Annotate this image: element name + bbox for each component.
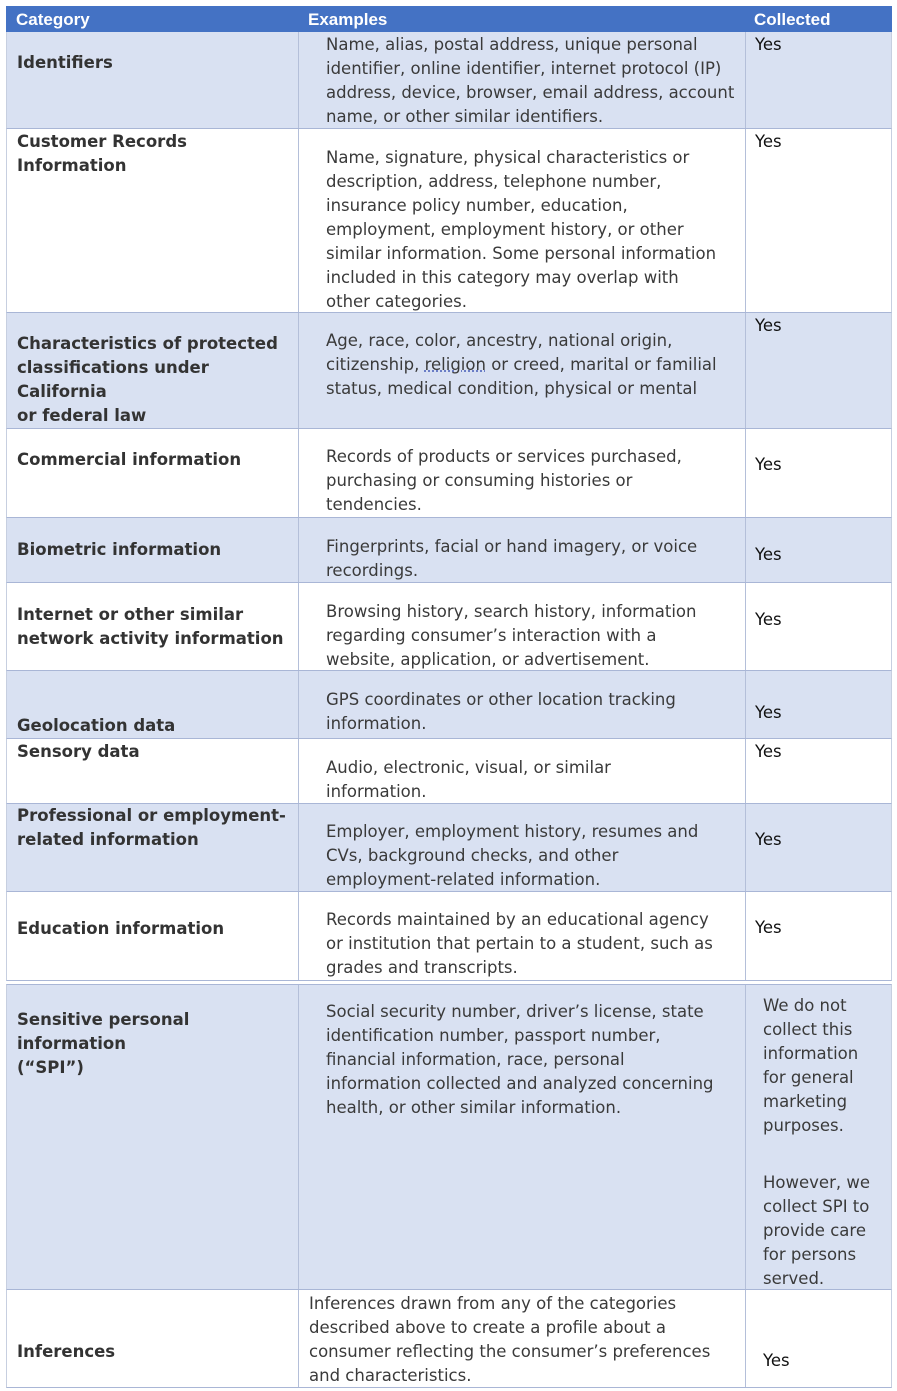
examples-text: GPS coordinates or other location tracking information. [326,690,676,733]
category-label: Sensitive personal information (“SPI”) [17,1010,190,1077]
collected-cell [746,313,893,428]
examples-text: Fingerprints, facial or hand imagery, or voice recordings. [326,537,698,580]
collected-cell [746,892,893,980]
collected-value: Yes [755,455,782,474]
table-row [6,518,892,583]
examples-cell [299,32,746,128]
table-row [6,129,892,313]
examples-cell [299,1290,746,1387]
category-label: Geolocation data [17,716,176,735]
category-label: Sensory data [17,742,140,761]
category-label: Commercial information [17,450,242,469]
table-row [6,1290,892,1388]
examples-cell [299,804,746,891]
collected-value: Yes [755,703,782,722]
category-cell [7,985,299,1289]
category-label: Professional or employment- related information [17,806,286,849]
header-collected: Collected [754,10,831,29]
collected-cell [746,32,893,128]
collected-cell [746,804,893,891]
header-category: Category [16,10,90,29]
examples-cell [299,518,746,582]
header-category-cell [6,6,298,32]
collected-value: Yes [755,742,782,761]
header-examples: Examples [308,10,388,29]
table-row [6,892,892,981]
category-cell [7,892,299,980]
examples-cell [299,313,746,428]
examples-text: Audio, electronic, visual, or similar information. [326,758,611,801]
collected-value: Yes [755,35,782,54]
category-label: Biometric information [17,540,222,559]
examples-text: Name, signature, physical characteristics or description, address, telephone number, insurance policy number, education, employment, employment history, or other similar information. Some personal information included in this category may overlap with other categories. [326,148,717,311]
collected-cell [746,739,893,803]
examples-cell [299,892,746,980]
examples-text [326,329,717,401]
header-examples-cell [298,6,745,32]
collected-value: Yes [755,132,782,151]
examples-text: Records of products or services purchased, purchasing or consuming histories or tendencies. [326,447,682,514]
category-cell [7,518,299,582]
examples-cell [299,739,746,803]
collected-cell [746,583,893,670]
examples-text: Inferences drawn from any of the categories described above to create a profile about a consumer reflecting the consumer’s preferences and characteristics. [309,1294,711,1385]
examples-text: Employer, employment history, resumes and CVs, background checks, and other employment-related information. [326,822,699,889]
category-label: Characteristics of protected classifications under California or federal law [17,334,278,425]
category-cell [7,429,299,517]
category-cell [7,583,299,670]
collected-cell [746,671,893,738]
examples-text: Name, alias, postal address, unique personal identifier, online identifier, internet protocol (IP) address, device, browser, email address, account name, or other similar identifiers. [326,35,735,126]
category-label: Education information [17,919,225,938]
collected-cell [746,518,893,582]
table-row [6,984,892,1290]
category-cell [7,804,299,891]
table-row [6,32,892,129]
category-label: Customer Records Information [17,132,187,175]
table-row [6,313,892,429]
examples-cell [299,129,746,312]
collected-value: Yes [755,545,782,564]
category-cell [7,32,299,128]
collected-value: Yes [755,830,782,849]
examples-text: Browsing history, search history, information regarding consumer’s interaction with a website, application, or advertisement. [326,602,697,669]
category-cell [7,739,299,803]
collected-note: We do not collect this information for general marketing purposes. [763,996,859,1135]
collected-note-spi: However, we collect SPI to provide care for persons served. [763,1173,870,1288]
table-header [6,6,892,32]
examples-text-part-2: or creed, marital or familial status, medical condition, physical or mental [326,355,717,398]
collected-value: Yes [763,1351,790,1370]
collected-cell [746,1290,893,1387]
category-label: Internet or other similar network activity information [17,605,284,648]
collected-value: Yes [755,610,782,629]
examples-text-part-1: Age, race, color, ancestry, national origin, citizenship, [326,331,673,374]
category-cell [7,129,299,312]
table-row [6,429,892,518]
examples-cell [299,985,746,1289]
table-row [6,804,892,892]
category-label: Inferences [17,1342,116,1361]
examples-cell [299,429,746,517]
examples-cell [299,583,746,670]
category-label: Identifiers [17,53,113,72]
collected-cell [746,985,893,1289]
category-cell [7,671,299,738]
spellcheck-flagged-word: religion [424,355,486,374]
examples-text: Social security number, driver’s license, state identification number, passport number, financial information, race, personal information collected and analyzed concerning health, or other similar information. [326,1002,714,1117]
header-collected-cell [745,6,892,32]
table-row [6,739,892,804]
collected-cell [746,429,893,517]
examples-text: Records maintained by an educational agency or institution that pertain to a student, such as grades and transcripts. [326,910,713,977]
category-cell [7,1290,299,1387]
examples-cell [299,671,746,738]
table-row [6,583,892,671]
collected-value: Yes [755,316,782,335]
table-row [6,671,892,739]
collected-cell [746,129,893,312]
category-cell [7,313,299,428]
collected-value: Yes [755,918,782,937]
